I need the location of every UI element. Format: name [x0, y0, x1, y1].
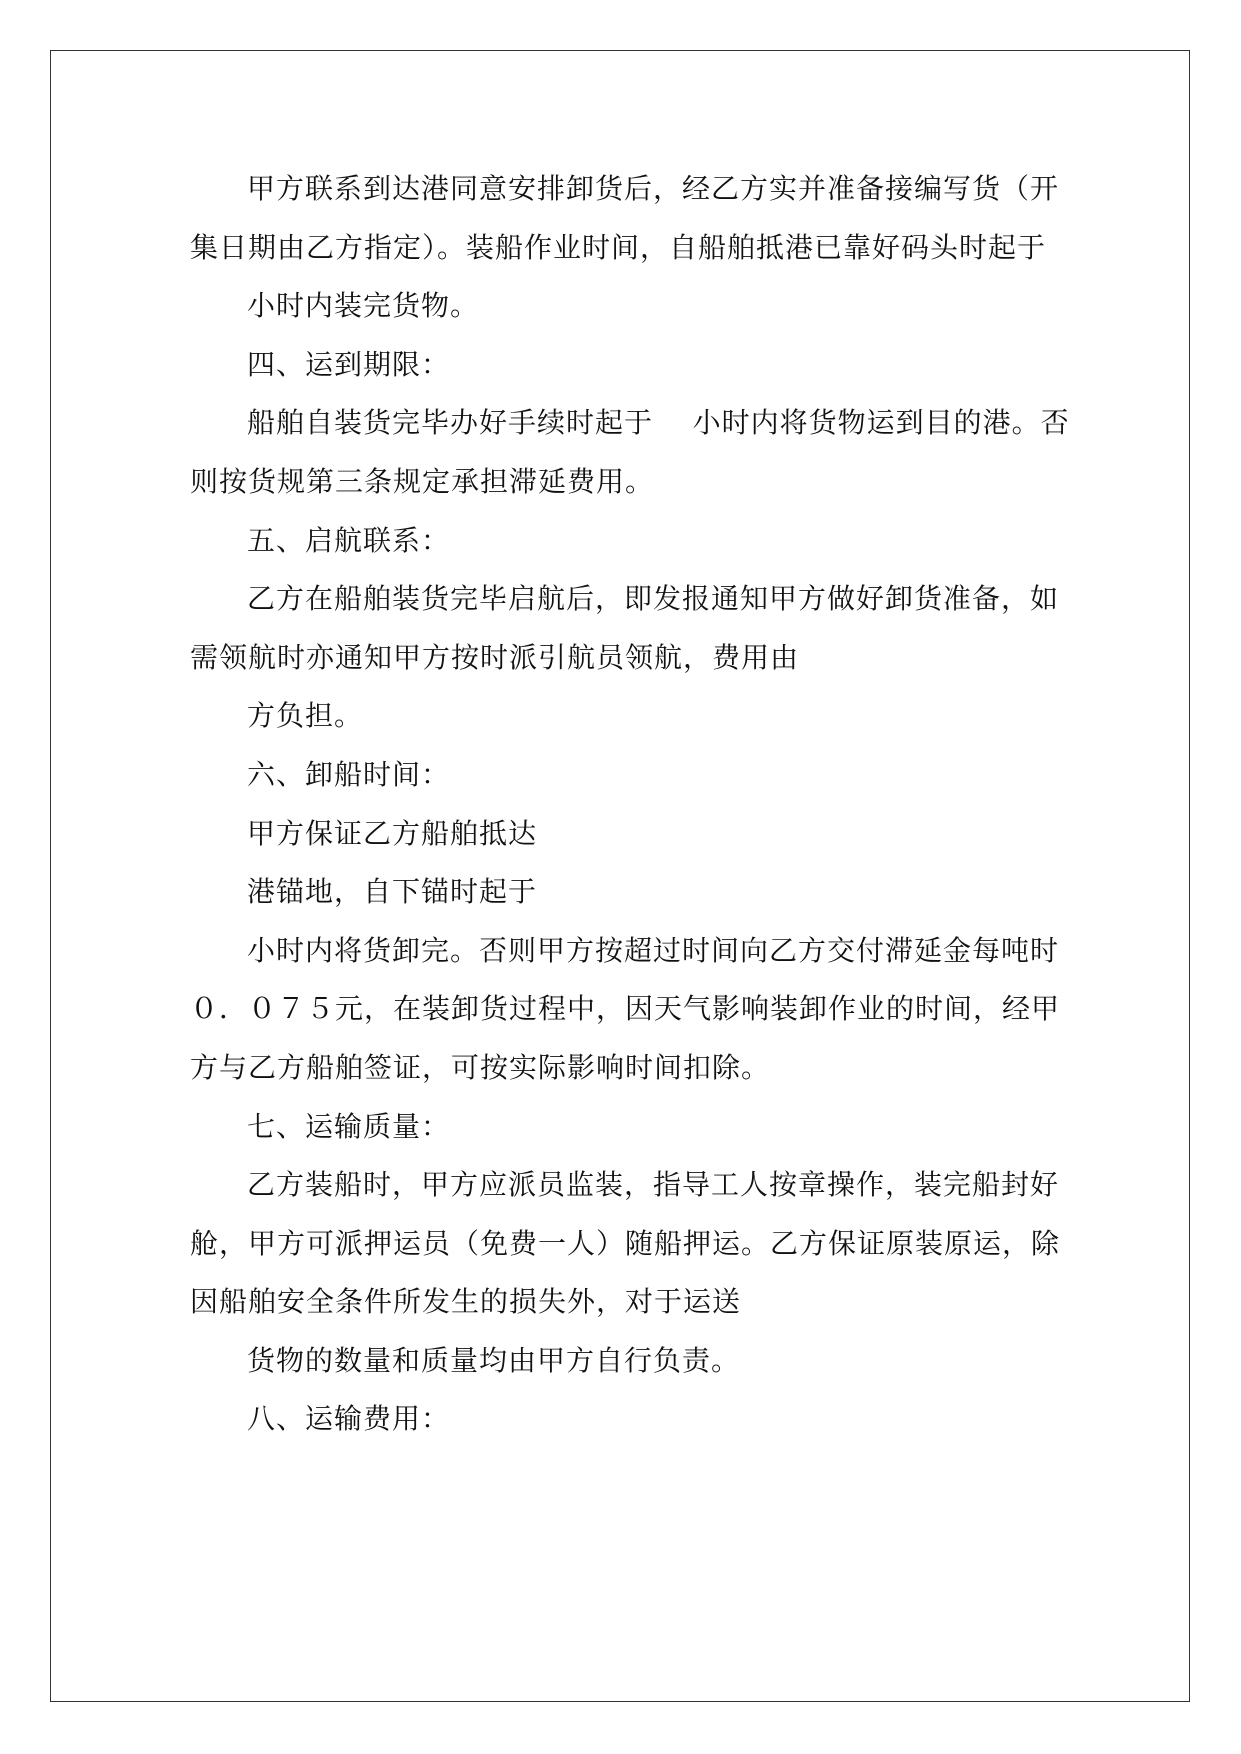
section-heading: 七、运输质量： — [247, 1109, 451, 1143]
paragraph-line: 需领航时亦通知甲方按时派引航员领航，费用由 — [190, 640, 800, 674]
paragraph-line: 小时内装完货物。 — [247, 289, 480, 323]
paragraph-line: 小时内将货卸完。否则甲方按超过时间向乙方交付滞延金每吨时 — [247, 933, 1060, 967]
paragraph-line: 方负担。 — [247, 699, 364, 733]
section-heading: 六、卸船时间： — [247, 757, 451, 791]
paragraph-line: 因船舶安全条件所发生的损失外，对于运送 — [190, 1285, 742, 1319]
paragraph-line: 甲方保证乙方船舶抵达 — [247, 816, 538, 850]
paragraph-line: ０．０７５元，在装卸货过程中，因天气影响装卸作业的时间，经甲 — [190, 992, 1061, 1026]
paragraph-line: 船舶自装货完毕办好手续时起于 小时内将货物运到目的港。否 — [247, 406, 1070, 440]
paragraph-line: 乙方装船时，甲方应派员监装，指导工人按章操作，装完船封好 — [247, 1168, 1060, 1202]
section-heading: 五、启航联系： — [247, 523, 451, 557]
section-heading: 四、运到期限： — [247, 347, 451, 381]
paragraph-line: 舱，甲方可派押运员（免费一人）随船押运。乙方保证原装原运，除 — [190, 1226, 1061, 1260]
paragraph-line: 港锚地，自下锚时起于 — [247, 875, 538, 909]
paragraph-line: 乙方在船舶装货完毕启航后，即发报通知甲方做好卸货准备，如 — [247, 582, 1060, 616]
section-heading: 八、运输费用： — [247, 1402, 451, 1436]
document-body — [190, 160, 1070, 1449]
paragraph-line: 则按货规第三条规定承担滞延费用。 — [190, 464, 655, 498]
paragraph-line: 集日期由乙方指定）。装船作业时间，自船舶抵港已靠好码头时起于 — [190, 230, 1047, 264]
paragraph-line: 甲方联系到达港同意安排卸货后，经乙方实并准备接编写货（开 — [247, 172, 1060, 205]
paragraph-line: 货物的数量和质量均由甲方自行负责。 — [247, 1343, 741, 1377]
paragraph-line: 方与乙方船舶签证，可按实际影响时间扣除。 — [190, 1050, 771, 1084]
